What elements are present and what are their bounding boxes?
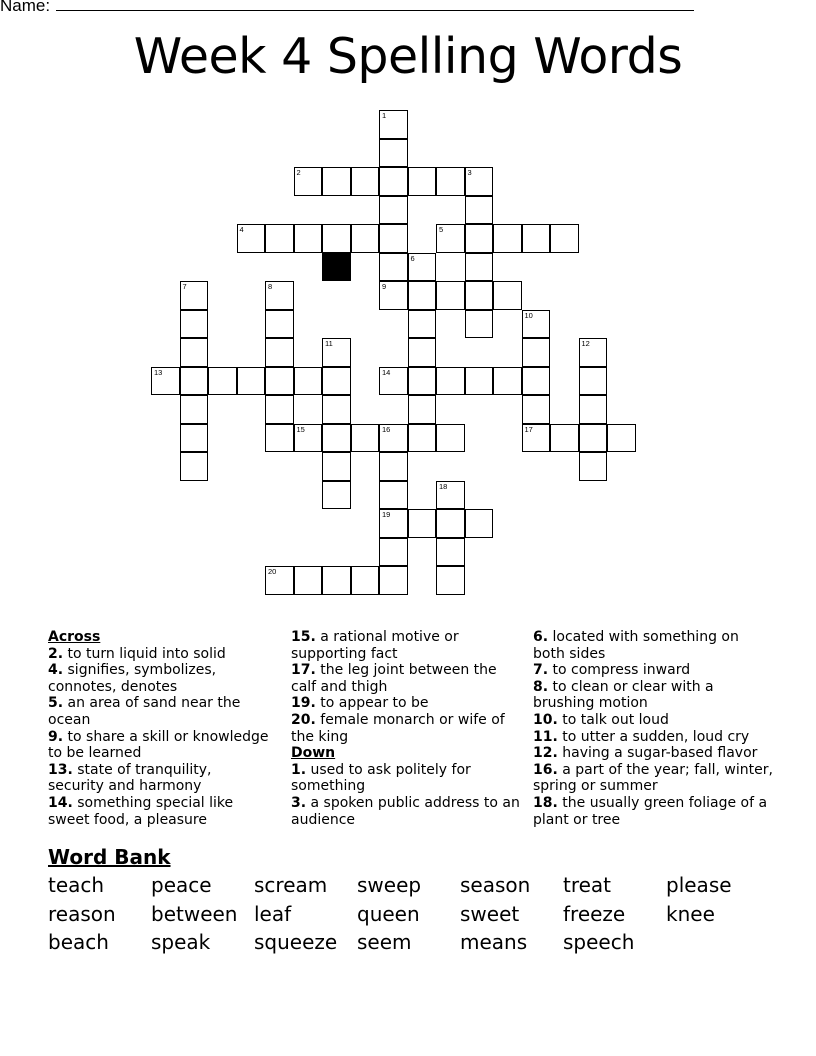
grid-cell[interactable]: [351, 167, 380, 196]
cell-number: 2: [296, 168, 301, 177]
grid-cell[interactable]: [379, 424, 408, 453]
clue-number: 2.: [48, 645, 64, 662]
cell-number: 12: [581, 339, 590, 348]
clue-number: 15.: [291, 629, 316, 645]
word-bank-item: knee: [666, 901, 715, 926]
clue-text: signifies, symbolizes, connotes, denotes: [48, 662, 217, 695]
grid-cell[interactable]: [436, 224, 465, 253]
grid-cell[interactable]: [465, 253, 494, 282]
grid-cell[interactable]: [180, 310, 209, 339]
grid-cell[interactable]: [408, 310, 437, 339]
cell-number: 13: [154, 367, 163, 377]
grid-cell[interactable]: [322, 481, 351, 510]
word-bank-item: queen: [357, 901, 420, 926]
clue-number: 6.: [533, 629, 549, 645]
clue-item: [533, 745, 773, 762]
grid-cell[interactable]: [322, 338, 351, 367]
grid-cell[interactable]: [579, 367, 608, 396]
grid-cell[interactable]: [579, 338, 608, 367]
clue-text: used to ask politely for something: [291, 761, 471, 795]
clue-item: [48, 795, 270, 828]
clue-number: 19.: [291, 695, 316, 712]
cell-number: 1: [382, 111, 387, 120]
clue-text: to talk out loud: [562, 711, 669, 728]
word-bank-item: speak: [151, 930, 211, 954]
cell-number: 17: [524, 424, 533, 434]
clue-number: 4.: [48, 662, 64, 679]
cell-number: 7: [182, 282, 187, 291]
clue-number: 1.: [291, 761, 307, 778]
cell-number: 15: [296, 424, 305, 434]
grid-cell[interactable]: [351, 566, 380, 595]
clue-item: [533, 679, 773, 712]
word-bank-item: freeze: [563, 901, 626, 926]
grid-cell[interactable]: [522, 310, 551, 339]
grid-cell[interactable]: [579, 452, 608, 481]
grid-cell[interactable]: [379, 367, 408, 396]
clue-text: female monarch or wife of the king: [291, 711, 505, 745]
clue-number: 11.: [533, 728, 558, 745]
grid-cell[interactable]: [265, 224, 294, 253]
grid-cell[interactable]: [379, 224, 408, 253]
grid-cell[interactable]: [465, 167, 494, 196]
grid-cell[interactable]: [351, 424, 380, 453]
grid-cell[interactable]: [408, 167, 437, 196]
word-bank-item: squeeze: [254, 930, 338, 954]
cell-number: 19: [382, 510, 391, 519]
grid-cell[interactable]: [180, 424, 209, 453]
clue-item: [48, 762, 270, 795]
grid-cell[interactable]: [436, 167, 465, 196]
grid-cell[interactable]: [322, 566, 351, 595]
grid-cell[interactable]: [493, 367, 522, 396]
word-bank: [48, 873, 769, 955]
grid-cell[interactable]: [265, 424, 294, 453]
grid-cell[interactable]: [322, 167, 351, 196]
grid-cell[interactable]: [408, 367, 437, 396]
grid-cell[interactable]: [436, 509, 465, 538]
clue-number: 14.: [48, 794, 73, 811]
grid-cell[interactable]: [465, 224, 494, 253]
grid-cell[interactable]: [180, 452, 209, 481]
cell-number: 3: [467, 168, 472, 177]
grid-cell[interactable]: [607, 424, 636, 453]
grid-cell[interactable]: [493, 224, 522, 253]
clue-text: a spoken public address to an audience: [291, 794, 520, 828]
grid-cell[interactable]: [294, 424, 323, 453]
clue-heading: Down: [291, 745, 336, 762]
grid-cell[interactable]: [322, 367, 351, 396]
clue-text: located with something on both sides: [533, 629, 739, 662]
grid-cell[interactable]: [436, 281, 465, 310]
clue-item: [533, 762, 773, 795]
grid-cell[interactable]: [408, 395, 437, 424]
grid-cell[interactable]: [379, 538, 408, 567]
grid-cell[interactable]: [180, 395, 209, 424]
clue-number: 5.: [48, 695, 64, 712]
grid-cell[interactable]: [408, 338, 437, 367]
grid-cell[interactable]: [465, 509, 494, 538]
clue-number: 17.: [291, 662, 316, 679]
clue-text: state of tranquility, security and harmony: [48, 761, 212, 795]
grid-cell[interactable]: [379, 196, 408, 225]
word-bank-item: teach: [48, 873, 105, 897]
grid-cell[interactable]: [208, 367, 237, 396]
grid-cell[interactable]: [379, 509, 408, 538]
clue-text: the leg joint between the calf and thigh: [291, 662, 497, 695]
clue-text: to appear to be: [320, 695, 429, 712]
clue-number: 10.: [533, 711, 558, 728]
grid-cell[interactable]: [265, 367, 294, 396]
grid-cell[interactable]: [351, 224, 380, 253]
grid-cell[interactable]: [379, 167, 408, 196]
word-bank-title: Word Bank: [48, 845, 171, 869]
clue-item: [291, 712, 523, 745]
grid-cell[interactable]: [379, 110, 408, 139]
grid-cell[interactable]: [180, 281, 209, 310]
clue-text: having a sugar-based flavor: [562, 745, 758, 762]
grid-cell[interactable]: [436, 367, 465, 396]
clue-text: something special like sweet food, a pleasure: [48, 794, 234, 828]
word-bank-item: please: [666, 873, 732, 897]
word-bank-item: sweep: [357, 873, 422, 897]
clue-text: to turn liquid into solid: [67, 645, 226, 662]
clue-item: [533, 662, 773, 679]
clue-number: 8.: [533, 678, 549, 695]
clue-number: 3.: [291, 794, 307, 811]
grid-cell[interactable]: [550, 424, 579, 453]
grid-cell[interactable]: [436, 424, 465, 453]
grid-cell[interactable]: [265, 310, 294, 339]
cell-number: 4: [239, 225, 244, 234]
cell-number: 10: [524, 310, 533, 320]
cell-number: 9: [382, 282, 387, 291]
cell-number: 14: [382, 367, 391, 377]
grid-cell[interactable]: [522, 224, 551, 253]
clue-text: a part of the year; fall, winter, spring or summer: [533, 761, 773, 795]
grid-cell[interactable]: [408, 281, 437, 310]
cell-number: 20: [268, 567, 277, 576]
grid-cell[interactable]: [465, 367, 494, 396]
word-bank-item: means: [460, 930, 528, 954]
grid-cell[interactable]: [465, 310, 494, 339]
grid-cell[interactable]: [379, 281, 408, 310]
grid-cell[interactable]: [265, 395, 294, 424]
word-bank-item: peace: [151, 873, 212, 897]
grid-cell[interactable]: [522, 367, 551, 396]
grid-cell[interactable]: [294, 167, 323, 196]
clue-item: [533, 795, 773, 828]
grid-cell[interactable]: [408, 253, 437, 282]
grid-cell[interactable]: [379, 566, 408, 595]
clue-item: [48, 646, 270, 663]
word-bank-item: treat: [563, 873, 612, 897]
clue-number: 18.: [533, 794, 558, 811]
clue-item: [48, 662, 270, 695]
word-bank-item: sweet: [460, 901, 520, 926]
grid-cell[interactable]: [265, 566, 294, 595]
grid-cell[interactable]: [379, 139, 408, 168]
word-bank-item: speech: [563, 930, 635, 954]
clue-number: 13.: [48, 761, 73, 778]
blocked-cell: [322, 253, 351, 282]
grid-cell[interactable]: [322, 224, 351, 253]
clue-heading: Across: [48, 629, 101, 645]
clue-item: [291, 695, 523, 712]
clue-text: to clean or clear with a brushing motion: [533, 678, 714, 712]
grid-cell[interactable]: [180, 367, 209, 396]
cell-number: 18: [439, 481, 448, 491]
cell-number: 11: [325, 339, 333, 348]
grid-cell[interactable]: [436, 538, 465, 567]
clue-item: [48, 695, 270, 728]
clue-text: the usually green foliage of a plant or tree: [533, 794, 768, 828]
grid-cell[interactable]: [579, 395, 608, 424]
word-bank-item: between: [151, 901, 238, 926]
clue-text: an area of sand near the ocean: [48, 695, 241, 728]
clue-item: [48, 729, 270, 762]
clue-column-3: [533, 629, 773, 828]
grid-cell[interactable]: [294, 224, 323, 253]
grid-cell[interactable]: [436, 481, 465, 510]
clue-item: [533, 712, 773, 729]
word-bank-item: season: [460, 873, 531, 897]
grid-cell[interactable]: [522, 338, 551, 367]
clue-number: 12.: [533, 745, 558, 762]
clue-number: 16.: [533, 761, 558, 778]
word-bank-item: reason: [48, 901, 116, 926]
grid-cell[interactable]: [465, 196, 494, 225]
clue-text: a rational motive or supporting fact: [291, 629, 459, 662]
grid-cell[interactable]: [436, 566, 465, 595]
cell-number: 5: [439, 225, 444, 234]
grid-cell[interactable]: [379, 452, 408, 481]
grid-cell[interactable]: [379, 481, 408, 510]
word-bank-item: seem: [357, 930, 412, 954]
grid-cell[interactable]: [408, 424, 437, 453]
grid-cell[interactable]: [522, 424, 551, 453]
grid-cell[interactable]: [322, 424, 351, 453]
grid-cell[interactable]: [579, 424, 608, 453]
grid-cell[interactable]: [237, 224, 266, 253]
grid-cell[interactable]: [408, 509, 437, 538]
clue-number: 7.: [533, 662, 549, 679]
grid-cell[interactable]: [294, 367, 323, 396]
grid-cell[interactable]: [322, 395, 351, 424]
grid-cell[interactable]: [550, 224, 579, 253]
clue-number: 9.: [48, 728, 64, 745]
cell-number: 6: [410, 253, 415, 263]
page-title: Week 4 Spelling Words: [133, 28, 683, 85]
clue-item: [291, 629, 523, 662]
grid-cell[interactable]: [237, 367, 266, 396]
clue-item: [291, 762, 523, 795]
word-bank-item: scream: [254, 873, 328, 897]
clue-item: [291, 795, 523, 828]
grid-cell[interactable]: [151, 367, 180, 396]
grid-cell[interactable]: [265, 281, 294, 310]
grid-cell[interactable]: [180, 338, 209, 367]
grid-cell[interactable]: [522, 395, 551, 424]
clue-item: [533, 729, 773, 746]
word-bank-item: leaf: [254, 901, 292, 926]
clue-item: [291, 662, 523, 695]
clue-number: 20.: [291, 711, 316, 728]
cell-number: 16: [382, 424, 391, 434]
grid-cell[interactable]: [294, 566, 323, 595]
grid-cell[interactable]: [493, 281, 522, 310]
grid-cell[interactable]: [265, 338, 294, 367]
clue-column-1: [48, 629, 270, 828]
clue-item: [533, 629, 773, 662]
word-bank-item: beach: [48, 930, 109, 954]
grid-cell[interactable]: [465, 281, 494, 310]
grid-cell[interactable]: [379, 253, 408, 282]
name-label: Name:: [0, 0, 51, 15]
cell-number: 8: [268, 282, 273, 291]
clue-text: to utter a sudden, loud cry: [562, 728, 750, 745]
clue-text: to compress inward: [552, 662, 691, 679]
grid-cell[interactable]: [322, 452, 351, 481]
clue-text: to share a skill or knowledge to be learned: [48, 728, 269, 762]
clue-column-2: [291, 629, 523, 828]
